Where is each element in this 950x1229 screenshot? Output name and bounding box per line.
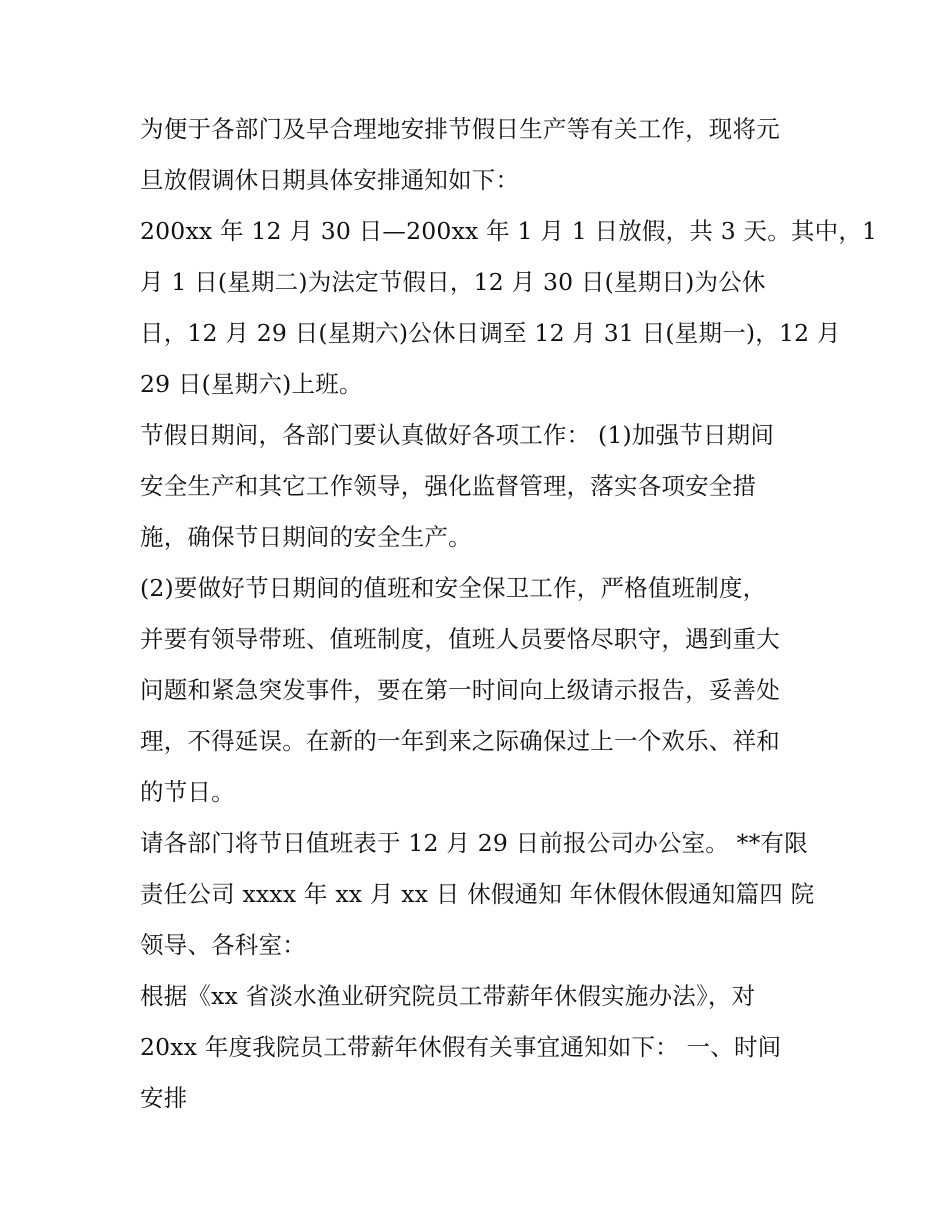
text-line: 问题和紧急突发事件，要在第一时间向上级请示报告，妥善处 [140,676,780,704]
text-line: 责任公司 xxxx 年 xx 月 xx 日 休假通知 年休假休假通知篇四 院 [140,880,815,908]
text-line: 安排 [140,1084,188,1112]
text-line: 领导、各科室： [140,931,306,959]
text-line: 根据《xx 省淡水渔业研究院员工带薪年休假实施办法》，对 [140,982,756,1010]
text-line: 节假日期间，各部门要认真做好各项工作： (1)加强节日期间 [140,421,775,449]
text-line: 200xx 年 12 月 30 日—200xx 年 1 月 1 日放假，共 3 天。其中，1 [140,217,878,245]
document-body [140,104,878,1124]
text-line: 日，12 月 29 日(星期六)公休日调至 12 月 31 日(星期一)，12 月 [140,319,841,347]
text-line: 29 日(星期六)上班。 [140,370,363,398]
text-line: 为便于各部门及早合理地安排节假日生产等有关工作，现将元 [140,115,780,143]
text-line: 月 1 日(星期二)为法定节假日，12 月 30 日(星期日)为公休 [140,268,766,296]
text-line: 旦放假调休日期具体安排通知如下： [140,166,520,194]
text-line: 安全生产和其它工作领导，强化监督管理，落实各项安全措 [140,472,757,500]
text-line: 请各部门将节日值班表于 12 月 29 日前报公司办公室。 **有限 [140,829,808,857]
text-line: (2)要做好节日期间的值班和安全保卫工作，严格值班制度， [140,574,767,602]
text-line: 20xx 年度我院员工带薪年休假有关事宜通知如下： 一、时间 [140,1033,782,1061]
text-line: 理，不得延误。在新的一年到来之际确保过上一个欢乐、祥和 [140,727,780,755]
text-line: 并要有领导带班、值班制度，值班人员要恪尽职守，遇到重大 [140,625,780,653]
text-line: 施，确保节日期间的安全生产。 [140,523,472,551]
text-line: 的节日。 [140,778,235,806]
